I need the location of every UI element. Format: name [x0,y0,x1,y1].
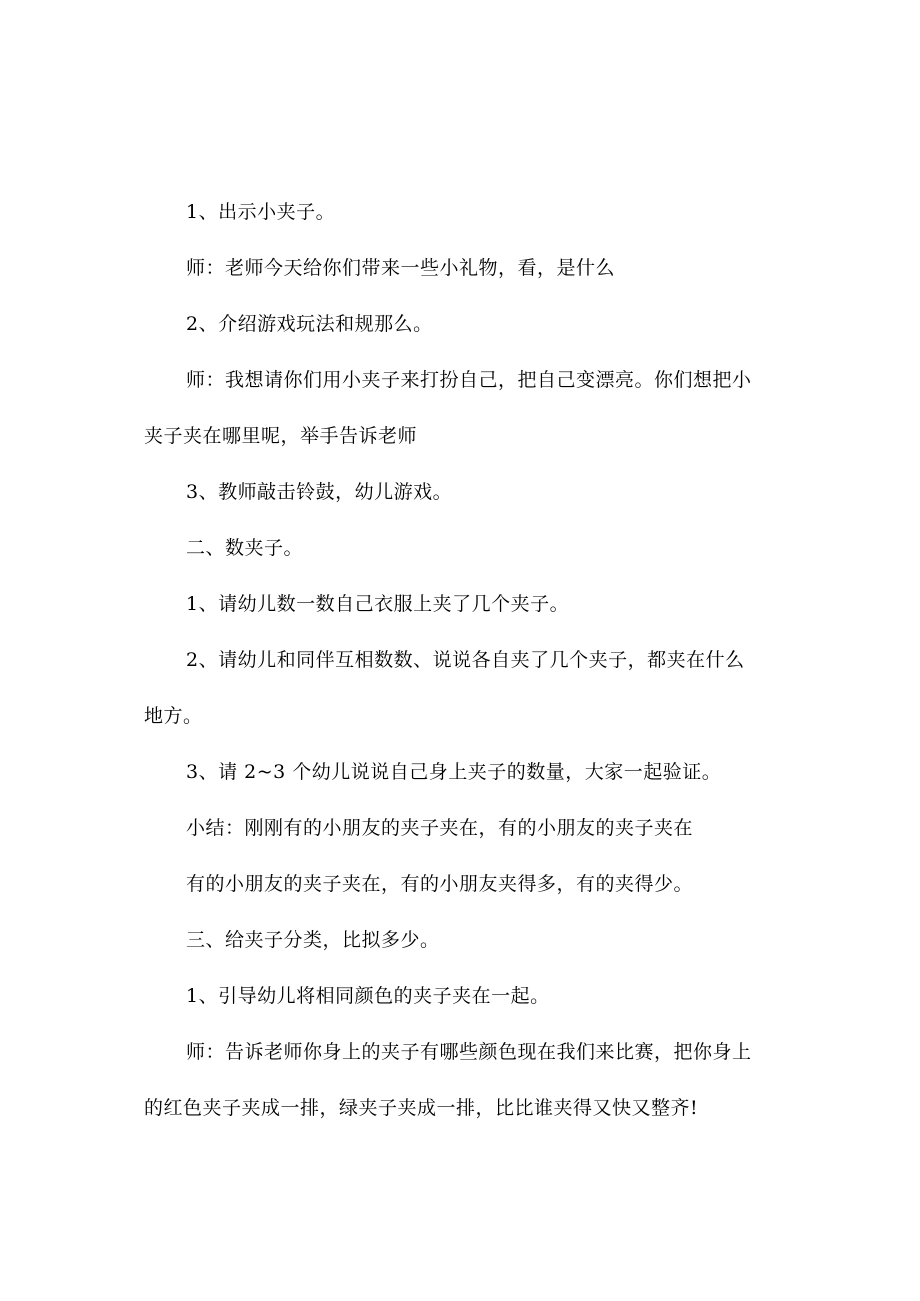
text-line: 1、出示小夹子。 [186,201,336,223]
section-heading: 二、数夹子。 [186,537,304,559]
text-line: 师：老师今天给你们带来一些小礼物，看，是什么 [186,257,616,279]
text-line: 1、引导幼儿将相同颜色的夹子夹在一起。 [186,985,550,1007]
summary-line: 小结：刚刚有的小朋友的夹子夹在，有的小朋友的夹子夹在 [186,817,694,839]
section-heading: 三、给夹子分类，比拟多少。 [186,929,440,951]
text-line: 3、请 2~3 个幼儿说说自己身上夹子的数量，大家一起验证。 [186,761,722,783]
text-line: 地方。 [144,705,203,727]
text-line: 3、教师敲击铃鼓，幼儿游戏。 [186,481,453,503]
text-line: 夹子夹在哪里呢，举手告诉老师 [144,425,418,447]
text-line: 1、请幼儿数一数自己衣服上夹了几个夹子。 [186,593,570,615]
text-line: 2、介绍游戏玩法和规那么。 [186,313,433,335]
text-line: 的红色夹子夹成一排，绿夹子夹成一排，比比谁夹得又快又整齐! [144,1097,699,1119]
text-line: 师：我想请你们用小夹子来打扮自己，把自己变漂亮。你们想把小 [186,369,752,391]
text-line: 2、请幼儿和同伴互相数数、说说各自夹了几个夹子，都夹在什么 [186,649,745,671]
summary-line: 有的小朋友的夹子夹在，有的小朋友夹得多，有的夹得少。 [186,873,694,895]
text-line: 师：告诉老师你身上的夹子有哪些颜色现在我们来比赛，把你身上 [186,1041,752,1063]
